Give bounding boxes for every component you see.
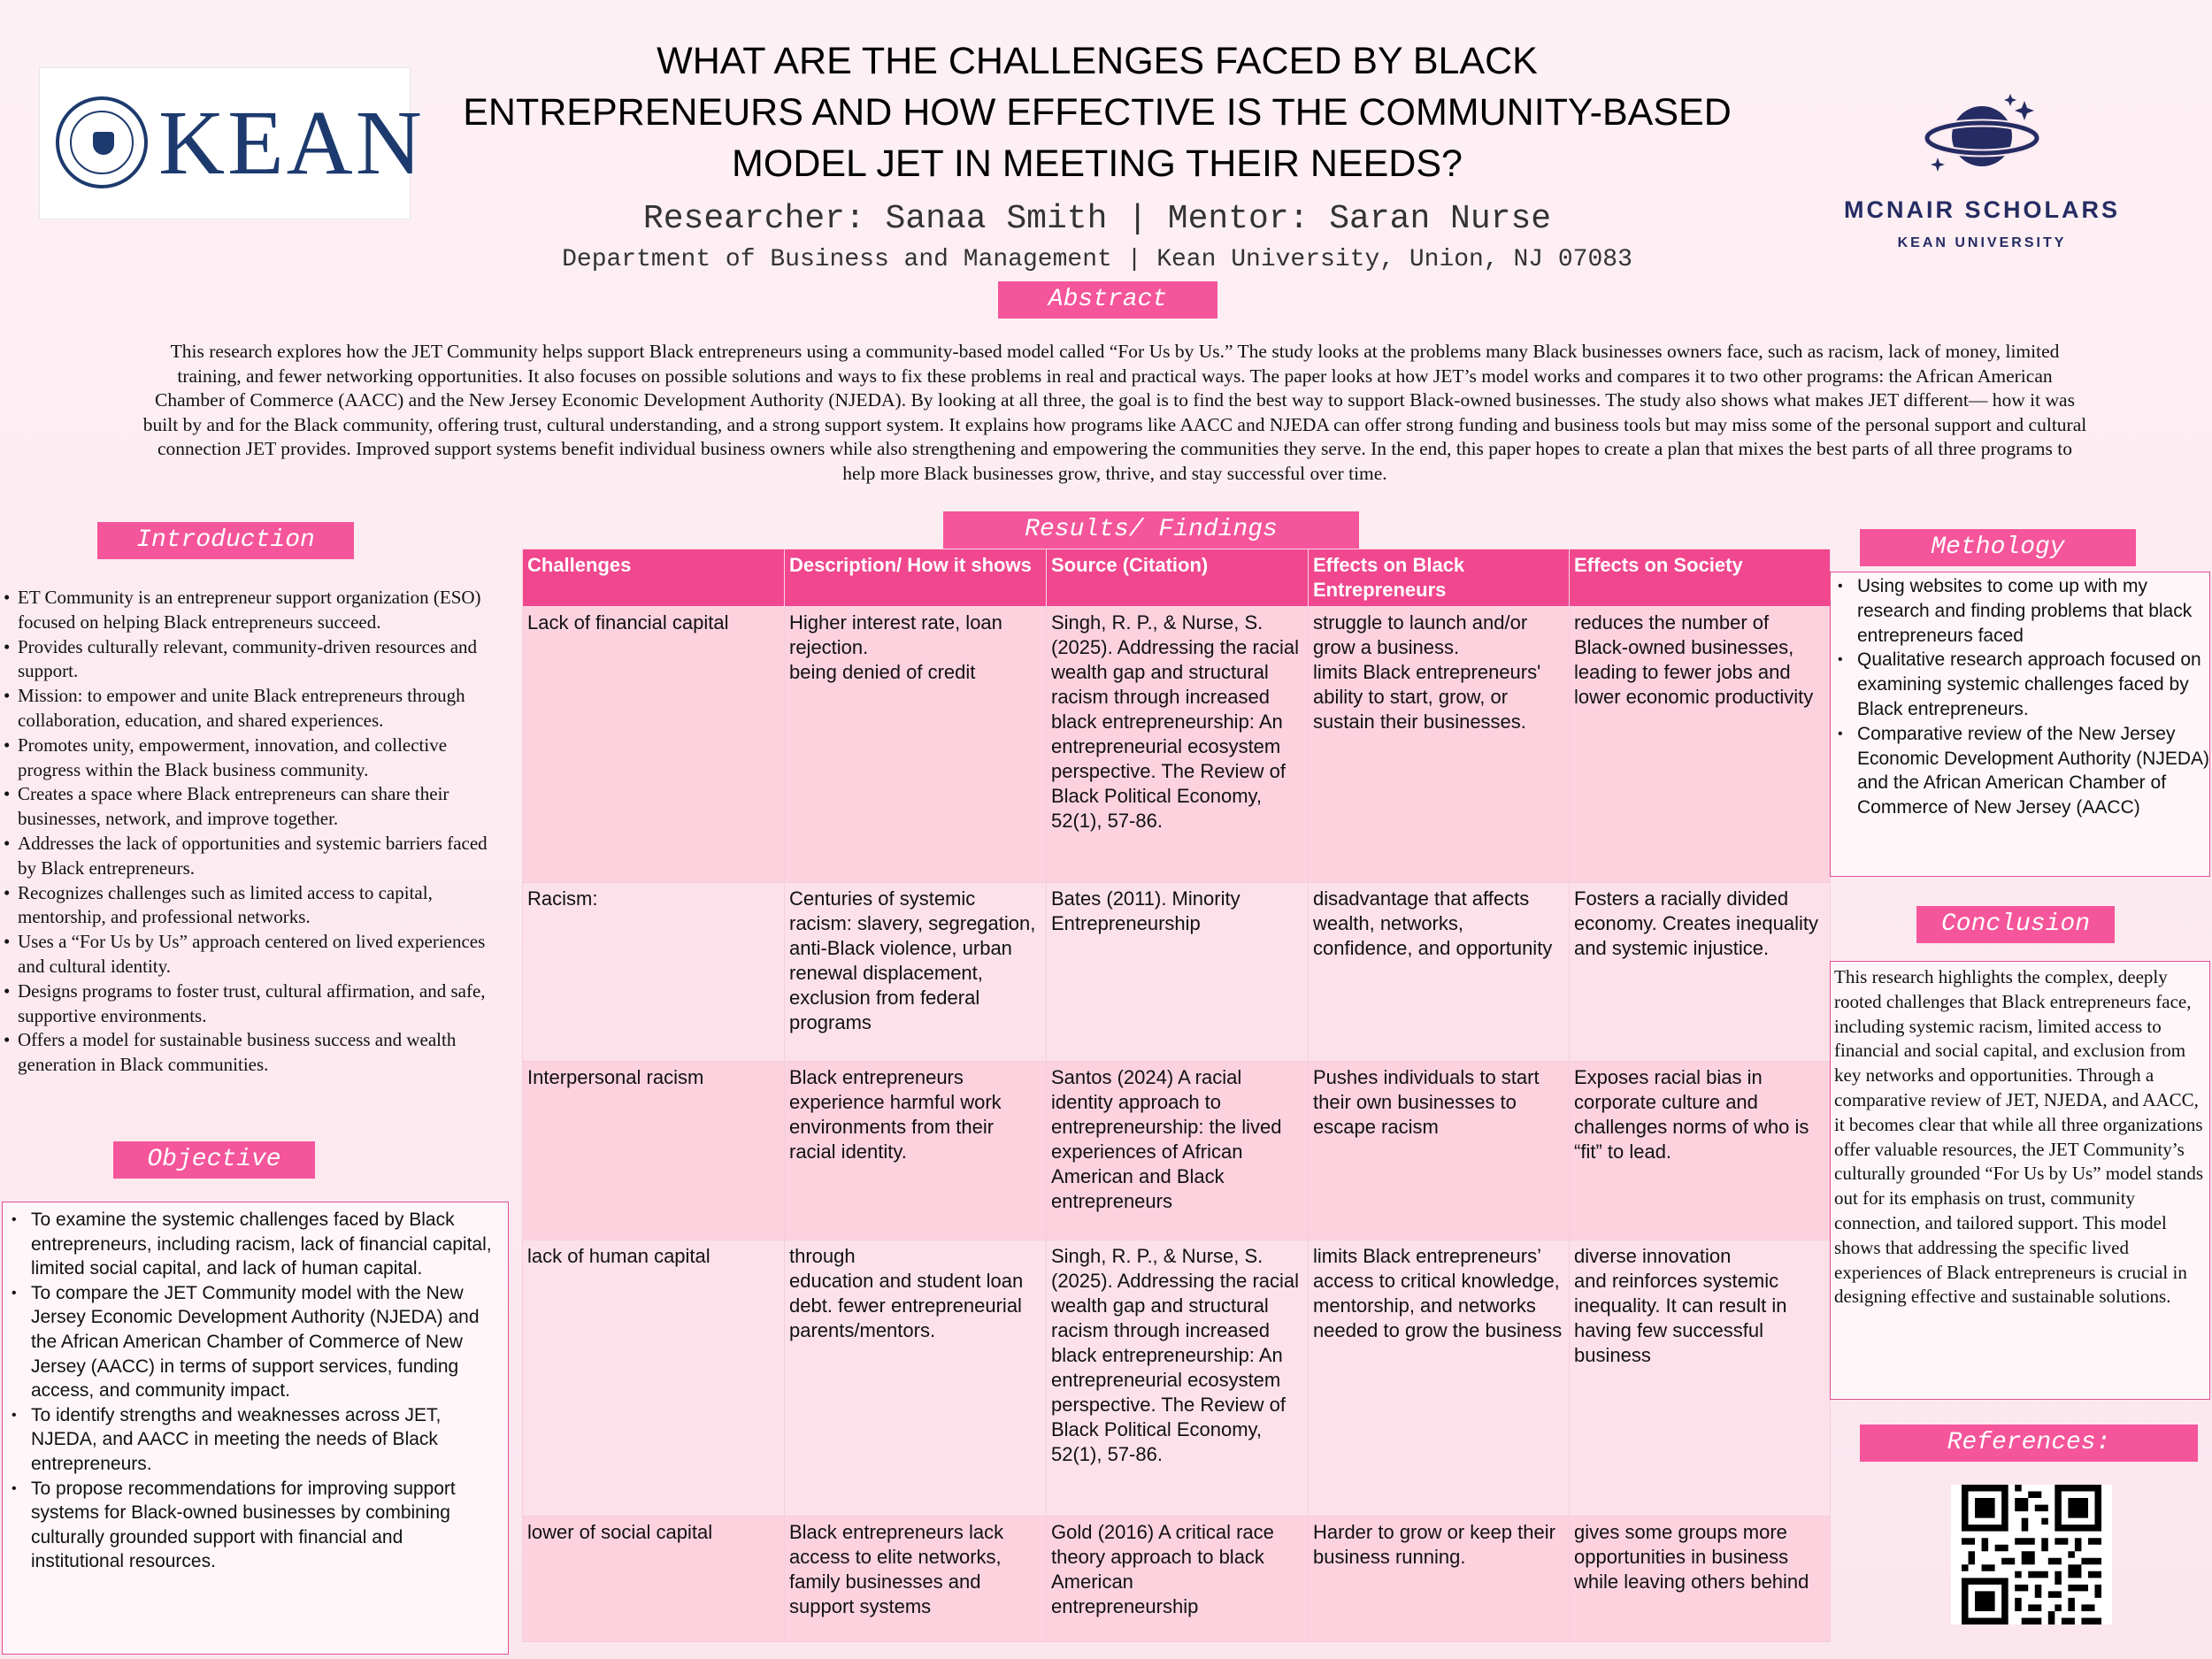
qr-code-icon[interactable] [1951,1485,2112,1624]
cell-effects-society: Exposes racial bias in corporate culture and challenges norms of who is “fit” to lead. [1570,1062,1831,1240]
cell-challenge: Lack of financial capital [523,607,785,883]
list-item: • Provides culturally relevant, community-driven resources and support. [4,635,510,685]
list-item: • Promotes unity, empowerment, innovation, and collective progress within the Black business community. [4,733,510,783]
mcnair-name: MCNAIR SCHOLARS [1844,196,2120,223]
list-item: • To propose recommendations for improving support systems for Black-owned businesses by combining culturally grounded support with financial and institutional resources. [8,1477,500,1574]
list-item: • Creates a space where Black entrepreneurs can share their businesses, network, and improve together. [4,782,510,832]
cell-challenge: lower of social capital [523,1517,785,1642]
cell-effects-black: Pushes individuals to start their own businesses to escape racism [1309,1062,1570,1240]
conclusion-box [1830,961,2210,1400]
cell-effects-society: gives some groups more opportunities in business while leaving others behind [1570,1517,1831,1642]
conclusion-text: This research highlights the complex, deeply rooted challenges that Black entrepreneurs face, including systemic racism, limited access to financial and social capital, and exclusion from key networks and opportunities. Through a comparative review of JET, NJEDA, and AACC, it becomes clear that while all three organizations offer valuable resources, the JET Community’s culturally grounded “For Us by Us” model stands out for its emphasis on trust, community connection, and tailored support. This model shows that addressing the specific lived experiences of Black entrepreneurs is crucial in designing effective and sustainable solutions. [1834,966,2204,1308]
results-heading: Results/ Findings [943,511,1359,549]
table-row [523,1240,1831,1517]
cell-source: Singh, R. P., & Nurse, S. (2025). Addressing the racial wealth gap and structural racism through increased black entrepreneurship: An entrepreneurial ecosystem perspective. The Review of Black Political Economy, 52(1), 57-86. [1047,607,1309,883]
list-item: • Addresses the lack of opportunities and systemic barriers faced by Black entrepreneurs. [4,832,510,881]
researcher-line: Researcher: Sanaa Smith | Mentor: Saran Nurse [642,200,1552,238]
list-item: • Offers a model for sustainable business success and wealth generation in Black communities. [4,1028,510,1078]
table-row [523,607,1831,883]
list-item: • To compare the JET Community model with the New Jersey Economic Development Authority (NJEDA) and the African American Chamber of Commerce of New Jersey (AACC) in terms of support services, funding access, and community impact. [8,1281,500,1403]
list-item: • Uses a “For Us by Us” approach centered on lived experiences and cultural identity. [4,930,510,979]
cell-source: Singh, R. P., & Nurse, S. (2025). Addressing the racial wealth gap and structural racism through increased black entrepreneurship: An entrepreneurial ecosystem perspective. The Review of Black Political Economy, 52(1), 57-86. [1047,1240,1309,1517]
cell-effects-black: struggle to launch and/or grow a business. limits Black entrepreneurs' ability to start, grow, or sustain their businesses. [1309,607,1570,883]
objective-heading: Objective [113,1141,315,1179]
methodology-list [1834,574,2209,820]
kean-wordmark: KEAN [158,92,425,194]
cell-effects-society: reduces the number of Black-owned businesses, leading to fewer jobs and lower economic productivity [1570,607,1831,883]
list-item: • Designs programs to foster trust, cultural affirmation, and safe, supportive environments. [4,979,510,1029]
list-item: • To examine the systemic challenges faced by Black entrepreneurs, including racism, lack of financial capital, limited social capital, and lack of human capital. [8,1208,500,1281]
cell-description: Higher interest rate, loan rejection. being denied of credit [785,607,1047,883]
cell-effects-black: limits Black entrepreneurs’ access to critical knowledge, mentorship, and networks needed to grow the business [1309,1240,1570,1517]
list-item: • Recognizes challenges such as limited access to capital, mentorship, and professional networks. [4,881,510,931]
planet-icon [1814,85,2150,191]
header-effects-society: Effects on Society [1570,549,1831,607]
list-item: • Using websites to come up with my research and finding problems that black entrepreneurs faced [1834,574,2209,648]
mcnair-scholars-logo [1814,85,2150,262]
cell-challenge: lack of human capital [523,1240,785,1517]
kean-seal-icon [56,96,148,188]
cell-source: Santos (2024) A racial identity approach to entrepreneurship: the lived experiences of African American and Black entrepreneurs [1047,1062,1309,1240]
results-table [522,549,1831,1642]
table-row [523,883,1831,1062]
table-header-row [523,549,1831,607]
cell-effects-black: disadvantage that affects wealth, networks, confidence, and opportunity [1309,883,1570,1062]
cell-source: Bates (2011). Minority Entrepreneurship [1047,883,1309,1062]
objective-box [2,1202,509,1655]
poster-title: WHAT ARE THE CHALLENGES FACED BY BLACK ENTREPRENEURS AND HOW EFFECTIVE IS THE COMMUNITY-BASED MODEL JET IN MEETING THEIR NEEDS? [463,40,1732,185]
references-heading: References: [1860,1425,2198,1462]
cell-description: Centuries of systemic racism: slavery, segregation, anti-Black violence, urban renewal displacement, exclusion from federal programs [785,883,1047,1062]
list-item: • Mission: to empower and unite Black entrepreneurs through collaboration, education, and shared experiences. [4,684,510,733]
header-effects-black: Effects on Black Entrepreneurs [1309,549,1570,607]
abstract-heading: Abstract [998,281,1217,319]
cell-challenge: Racism: [523,883,785,1062]
list-item: • To identify strengths and weaknesses across JET, NJEDA, and AACC in meeting the needs of Black entrepreneurs. [8,1403,500,1477]
cell-challenge: Interpersonal racism [523,1062,785,1240]
methodology-heading: Methology [1860,529,2136,566]
cell-description: Black entrepreneurs lack access to elite networks, family businesses and support systems [785,1517,1047,1642]
department-line: Department of Business and Management | Kean University, Union, NJ 07083 [562,246,1632,273]
cell-description: through education and student loan debt. fewer entrepreneurial parents/mentors. [785,1240,1047,1517]
abstract-text: This research explores how the JET Community helps support Black entrepreneurs using a community-based model called “For Us by Us.” The study looks at the problems many Black businesses owners face, such as racism, lack of money, limited training, and fewer networking opportunities. It also focuses on possible solutions and ways to fix these problems in real and practical ways. The paper looks at how JET’s model works and compares it to two other programs: the African American Chamber of Commerce (AACC) and the New Jersey Economic Development Authority (NJEDA). By looking at all three, the goal is to find the best way to support Black-owned businesses. The study also shows what makes JET different— how it was built by and for the Black community, offering trust, cultural understanding, and a strong support system. It explains how programs like AACC and NJEDA can offer strong funding and business tools but may miss some of the personal support and cultural connection JET provides. Improved support systems benefit individual business owners while also strengthening and empowering the communities they serve. In the end, this paper hopes to create a plan that mixes the best parts of all three programs to help more Black businesses grow, thrive, and stay successful over time. [142,341,2087,484]
methodology-box [1830,572,2210,877]
header-source: Source (Citation) [1047,549,1309,607]
cell-effects-society: diverse innovation and reinforces systemic inequality. It can result in having few successful business [1570,1240,1831,1517]
introduction-heading: Introduction [97,522,354,559]
objective-list [8,1208,500,1574]
list-item: • ET Community is an entrepreneur support organization (ESO) focused on helping Black entrepreneurs succeed. [4,586,510,635]
cell-effects-black: Harder to grow or keep their business running. [1309,1517,1570,1642]
cell-effects-society: Fosters a racially divided economy. Creates inequality and systemic injustice. [1570,883,1831,1062]
introduction-list [4,586,510,1078]
header-description: Description/ How it shows [785,549,1047,607]
mcnair-subtitle: KEAN UNIVERSITY [1897,235,2067,250]
cell-source: Gold (2016) A critical race theory approach to black American entrepreneurship [1047,1517,1309,1642]
kean-university-logo [39,67,425,219]
header-challenges: Challenges [523,549,785,607]
conclusion-heading: Conclusion [1916,906,2115,943]
list-item: • Qualitative research approach focused on examining systemic challenges faced by Black entrepreneurs. [1834,648,2209,721]
cell-description: Black entrepreneurs experience harmful work environments from their racial identity. [785,1062,1047,1240]
list-item: • Comparative review of the New Jersey Economic Development Authority (NJEDA) and the African American Chamber of Commerce of New Jersey (AACC) [1834,722,2209,820]
table-row [523,1062,1831,1240]
table-row [523,1517,1831,1642]
